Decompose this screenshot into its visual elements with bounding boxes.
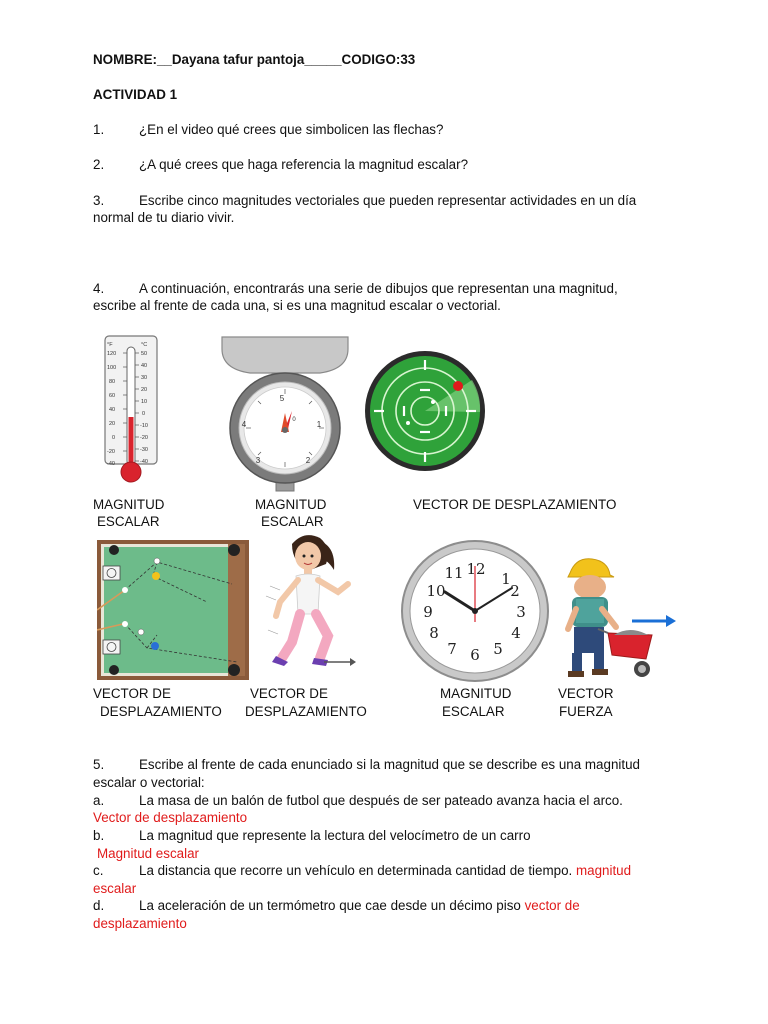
q5c-text: La distancia que recorre un vehículo en determinada cantidad de tiempo. <box>139 863 573 878</box>
activity-title: ACTIVIDAD 1 <box>93 87 178 102</box>
thermo-c-tick: -20 <box>140 435 148 441</box>
clock-caption-2: ESCALAR <box>442 704 505 719</box>
q5d-answer-end: desplazamiento <box>93 916 187 931</box>
clock-number: 6 <box>470 646 480 664</box>
billiards-caption-2: DESPLAZAMIENTO <box>100 704 222 719</box>
thermo-c-tick: 40 <box>141 363 148 369</box>
q4-number: 4. <box>93 281 105 296</box>
thermometer-caption-1: MAGNITUD <box>93 497 165 512</box>
q3-text-cont: normal de tu diario vivir. <box>93 210 235 225</box>
q5d-letter: d. <box>93 898 105 913</box>
radar-caption: VECTOR DE DESPLAZAMIENTO <box>413 497 617 512</box>
thermo-c-tick: 10 <box>141 399 148 405</box>
thermometer-illustration <box>104 335 158 487</box>
thermo-c-tick: -10 <box>140 423 148 429</box>
runner-illustration <box>262 530 366 680</box>
clock-icon <box>400 540 550 682</box>
clock-number: 3 <box>516 603 526 621</box>
worker-caption-2: FUERZA <box>559 704 613 719</box>
thermo-f-tick: 120 <box>107 351 117 357</box>
thermo-c-tick: 20 <box>141 387 148 393</box>
scale-caption-2: ESCALAR <box>261 514 324 529</box>
q5c-line <box>139 862 631 879</box>
thermo-c-tick: -30 <box>140 447 148 453</box>
billiards-illustration <box>97 540 249 680</box>
clock-number: 11 <box>444 564 464 582</box>
thermo-f-label: °F <box>107 342 113 348</box>
clock-number: 7 <box>447 640 457 658</box>
clock-caption-1: MAGNITUD <box>440 686 512 701</box>
scale-number: 0 <box>292 417 296 423</box>
billiards-caption-1: VECTOR DE <box>93 686 171 701</box>
clock-illustration <box>400 540 550 682</box>
thermo-f-tick: 60 <box>109 393 116 399</box>
clock-number: 12 <box>466 560 486 578</box>
q5c-answer-end: escalar <box>93 881 137 896</box>
radar-illustration <box>364 350 486 472</box>
q5b-text: La magnitud que represente la lectura del velocímetro de un carro <box>139 828 531 843</box>
thermo-f-tick: 0 <box>112 435 116 441</box>
thermo-c-tick: 50 <box>141 351 148 357</box>
q2-text: ¿A qué crees que haga referencia la magnitud escalar? <box>139 157 469 172</box>
worker-illustration <box>552 555 676 685</box>
q5c-answer-start: magnitud <box>575 863 632 878</box>
worker-caption-1: VECTOR <box>558 686 614 701</box>
runner-caption-1: VECTOR DE <box>250 686 328 701</box>
q5b-answer: Magnitud escalar <box>97 846 199 861</box>
q2-number: 2. <box>93 157 105 172</box>
thermo-f-tick: -40 <box>107 461 115 467</box>
scale-number: 3 <box>255 456 261 465</box>
billiard-table-icon <box>97 540 249 680</box>
clock-number: 4 <box>511 624 521 642</box>
scale-number: 5 <box>279 394 285 403</box>
worker-wheelbarrow-icon <box>552 555 676 685</box>
q5c-letter: c. <box>93 863 104 878</box>
clock-number: 1 <box>501 570 511 588</box>
thermometer-caption-2: ESCALAR <box>97 514 160 529</box>
weighing-scale-icon <box>220 335 350 493</box>
q5-intro-cont: escalar o vectorial: <box>93 775 205 790</box>
thermo-f-tick: 80 <box>109 379 116 385</box>
q1-text: ¿En el video qué crees que simbolicen las flechas? <box>139 122 444 137</box>
scale-number: 2 <box>305 456 311 465</box>
running-girl-icon <box>262 530 366 680</box>
scale-number: 1 <box>316 420 322 429</box>
q5a-letter: a. <box>93 793 105 808</box>
thermo-f-tick: 100 <box>107 365 117 371</box>
clock-number: 10 <box>426 582 446 600</box>
q5b-letter: b. <box>93 828 105 843</box>
q5-number: 5. <box>93 757 105 772</box>
q5a-answer: Vector de desplazamiento <box>93 810 248 825</box>
q4-text-cont: escribe al frente de cada una, si es una magnitud escalar o vectorial. <box>93 298 501 313</box>
q5-intro: Escribe al frente de cada enunciado si la magnitud que se describe es una magnitud <box>139 757 640 772</box>
clock-number: 5 <box>493 640 503 658</box>
q5d-line <box>139 897 580 914</box>
q4-text: A continuación, encontrarás una serie de dibujos que representan una magnitud, <box>139 281 618 296</box>
q5a-text: La masa de un balón de futbol que después de ser pateado avanza hacia el arco. <box>139 793 623 808</box>
clock-number: 9 <box>423 603 433 621</box>
thermo-f-tick: 40 <box>109 407 116 413</box>
thermometer-icon <box>104 335 158 487</box>
clock-number: 8 <box>429 624 439 642</box>
q5d-text: La aceleración de un termómetro que cae desde un décimo piso <box>139 898 521 913</box>
q3-text: Escribe cinco magnitudes vectoriales que pueden representar actividades en un día <box>139 193 637 208</box>
clock-number: 2 <box>510 582 520 600</box>
scale-number: 4 <box>241 420 247 429</box>
runner-caption-2: DESPLAZAMIENTO <box>245 704 367 719</box>
q5d-answer-start: vector de <box>524 898 580 913</box>
thermo-c-tick: -40 <box>140 459 148 465</box>
name-code-line: NOMBRE:__Dayana tafur pantoja_____CODIGO:33 <box>93 52 416 67</box>
thermo-c-tick: 0 <box>142 411 146 417</box>
scale-caption-1: MAGNITUD <box>255 497 327 512</box>
thermo-f-tick: -20 <box>107 449 115 455</box>
radar-icon <box>364 350 486 472</box>
thermo-c-tick: 30 <box>141 375 148 381</box>
thermo-f-tick: 20 <box>109 421 116 427</box>
q3-number: 3. <box>93 193 105 208</box>
q1-number: 1. <box>93 122 105 137</box>
thermo-c-label: °C <box>141 342 148 348</box>
scale-illustration <box>220 335 350 493</box>
